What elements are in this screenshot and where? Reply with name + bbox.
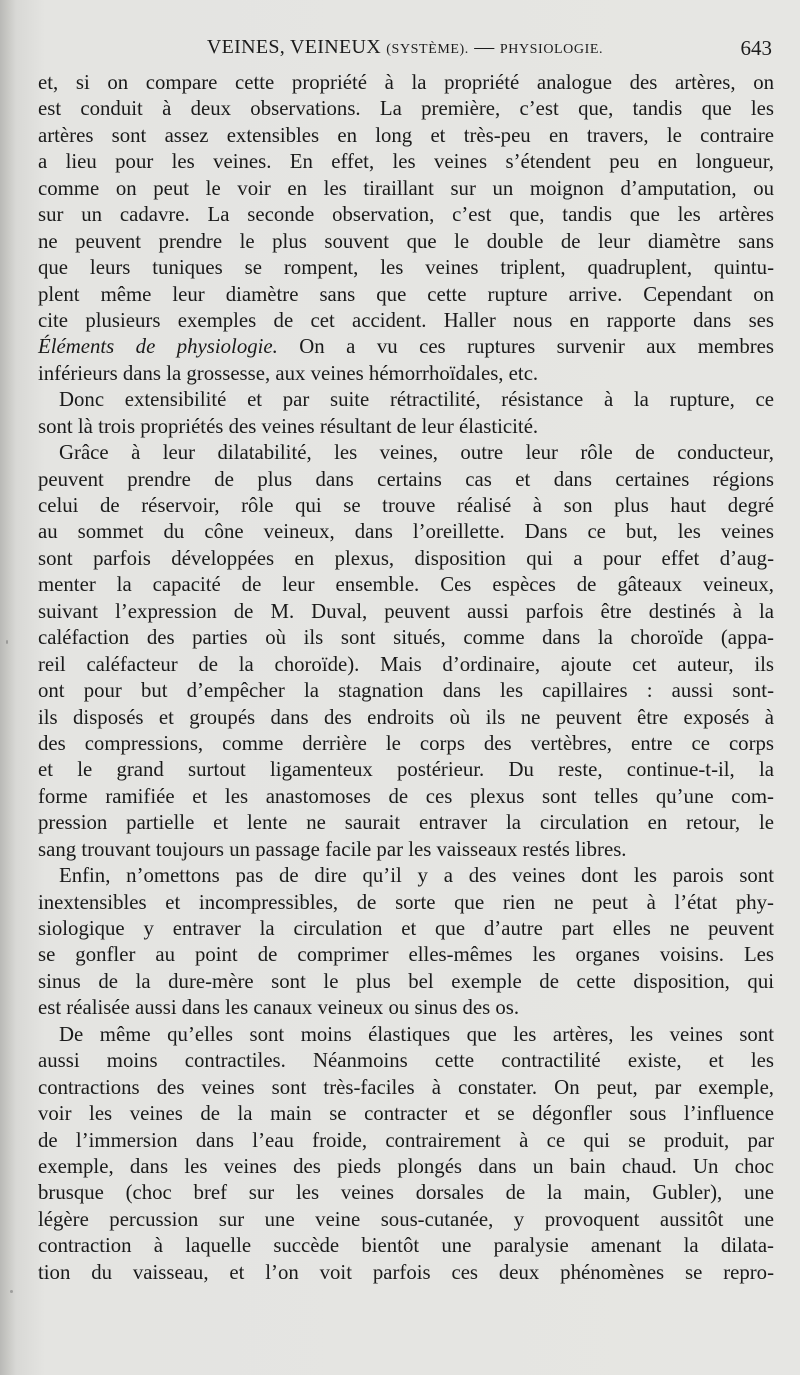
text-line: artères sont assez extensibles en long et très-peu en travers, le contraire xyxy=(38,123,774,147)
text-line: aussi moins contractiles. Néanmoins cette contractilité existe, et les xyxy=(38,1049,774,1073)
text-line: sont là trois propriétés des veines résultant de leur élasticité. xyxy=(38,414,539,438)
paragraph-start-line: Donc extensibilité et par suite rétractilité, résistance à la rupture, ce xyxy=(59,388,774,412)
paragraph-start-line: Grâce à leur dilatabilité, les veines, outre leur rôle de conducteur, xyxy=(59,441,774,465)
italic-book-title: Éléments de physiologie. xyxy=(38,335,278,359)
text-line: que leurs tuniques se rompent, les veines triplent, quadruplent, quintu- xyxy=(38,256,774,280)
paper-speck xyxy=(6,640,8,644)
text-line: exemple, dans les veines des pieds plongés dans un bain chaud. Un choc xyxy=(38,1154,774,1178)
paragraph-start-line: Enfin, n’omettons pas de dire qu’il y a des veines dont les parois sont xyxy=(59,864,774,888)
header-title-system: (SYSTÈME). xyxy=(386,42,469,57)
text-line: ne peuvent prendre le plus souvent que le double de leur diamètre sans xyxy=(38,229,774,253)
text-line: de l’immersion dans l’eau froide, contrairement à ce qui se produit, par xyxy=(38,1128,774,1152)
text-line: sur un cadavre. La seconde observation, c’est que, tandis que les artères xyxy=(38,203,774,227)
text-line: suivant l’expression de M. Duval, peuvent aussi parfois être destinés à la xyxy=(38,599,774,623)
text-line: inférieurs dans la grossesse, aux veines hémorrhoïdales, etc. xyxy=(38,361,539,385)
text-line: a lieu pour les veines. En effet, les veines s’étendent peu en longueur, xyxy=(38,150,774,174)
text-line: peuvent prendre de plus dans certains cas et dans certaines régions xyxy=(38,467,774,491)
text-line: menter la capacité de leur ensemble. Ces espèces de gâteaux veineux, xyxy=(38,573,774,597)
text-line-remainder: On a vu ces ruptures survenir aux membres xyxy=(277,335,774,359)
text-line: ils disposés et groupés dans des endroits où ils ne peuvent être exposés à xyxy=(38,705,774,729)
text-line: ont pour but d’empêcher la stagnation dans les capillaires : aussi sont- xyxy=(38,679,774,703)
text-line: légère percussion sur une veine sous-cutanée, y provoquent aussitôt une xyxy=(38,1207,774,1231)
text-line: pression partielle et lente ne saurait entraver la circulation en retour, le xyxy=(38,811,774,835)
text-line: inextensibles et incompressibles, de sorte que rien ne peut à l’état phy- xyxy=(38,890,774,914)
text-line: des compressions, comme derrière le corps des vertèbres, entre ce corps xyxy=(38,731,774,755)
text-line: plent même leur diamètre sans que cette rupture arrive. Cependant on xyxy=(38,282,774,306)
text-line: siologique y entraver la circulation et que d’autre part elles ne peuvent xyxy=(38,917,774,940)
text-line: celui de réservoir, rôle qui se trouve réalisé à son plus haut degré xyxy=(38,494,774,517)
text-line: et le grand surtout ligamenteux postérieur. Du reste, continue-t-il, la xyxy=(38,758,774,782)
text-line: sont parfois développées en plexus, disposition qui a pour effet d’aug- xyxy=(38,546,774,570)
text-line: caléfaction des parties où ils sont situés, comme dans la choroïde (appa- xyxy=(38,626,774,650)
paragraph-start-line: De même qu’elles sont moins élastiques que les artères, les veines sont xyxy=(59,1022,774,1046)
running-header xyxy=(38,36,772,68)
text-line: est réalisée aussi dans les canaux veineux ou sinus des os. xyxy=(38,996,520,1020)
text-line: comme on peut le voir en les tiraillant sur un moignon d’amputation, ou xyxy=(38,176,774,200)
text-line: contractions des veines sont très-faciles à constater. On peut, par exemple, xyxy=(38,1075,774,1099)
text-line: sang trouvant toujours un passage facile par les vaisseaux restés libres. xyxy=(38,837,627,861)
text-line: cite plusieurs exemples de cet accident. Haller nous en rapporte dans ses xyxy=(38,308,774,332)
text-line: se gonfler au point de comprimer elles-mêmes les organes voisins. Les xyxy=(38,943,774,967)
text-line: forme ramifiée et les anastomoses de ces plexus sont telles qu’une com- xyxy=(38,784,774,808)
paper-speck xyxy=(10,1290,13,1293)
header-title-section: PHYSIOLOGIE. xyxy=(499,42,604,57)
text-line: reil caléfacteur de la choroïde). Mais d’ordinaire, ajoute cet auteur, ils xyxy=(38,652,774,676)
text-line: voir les veines de la main se contracter et se dégonfler sous l’influence xyxy=(38,1102,774,1126)
text-line: au sommet du cône veineux, dans l’oreillette. Dans ce but, les veines xyxy=(38,520,774,544)
text-line: tion du vaisseau, et l’on voit parfois ces deux phénomènes se repro- xyxy=(38,1260,774,1284)
body-text xyxy=(38,70,774,1286)
text-line: et, si on compare cette propriété à la propriété analogue des artères, on xyxy=(38,71,774,94)
page-number: 643 xyxy=(740,36,772,60)
text-line-with-italic-title xyxy=(38,334,774,360)
text-line: contraction à laquelle succède bientôt une paralysie amenant la dilata- xyxy=(38,1234,774,1258)
header-dash: — xyxy=(474,36,495,58)
text-line: brusque (choc bref sur les veines dorsales de la main, Gubler), une xyxy=(38,1181,774,1205)
text-line: est conduit à deux observations. La première, c’est que, tandis que les xyxy=(38,97,774,121)
header-title xyxy=(38,36,772,59)
header-title-main: VEINES, VEINEUX xyxy=(206,36,381,58)
text-line: sinus de la dure-mère sont le plus bel exemple de cette disposition, qui xyxy=(38,969,774,993)
